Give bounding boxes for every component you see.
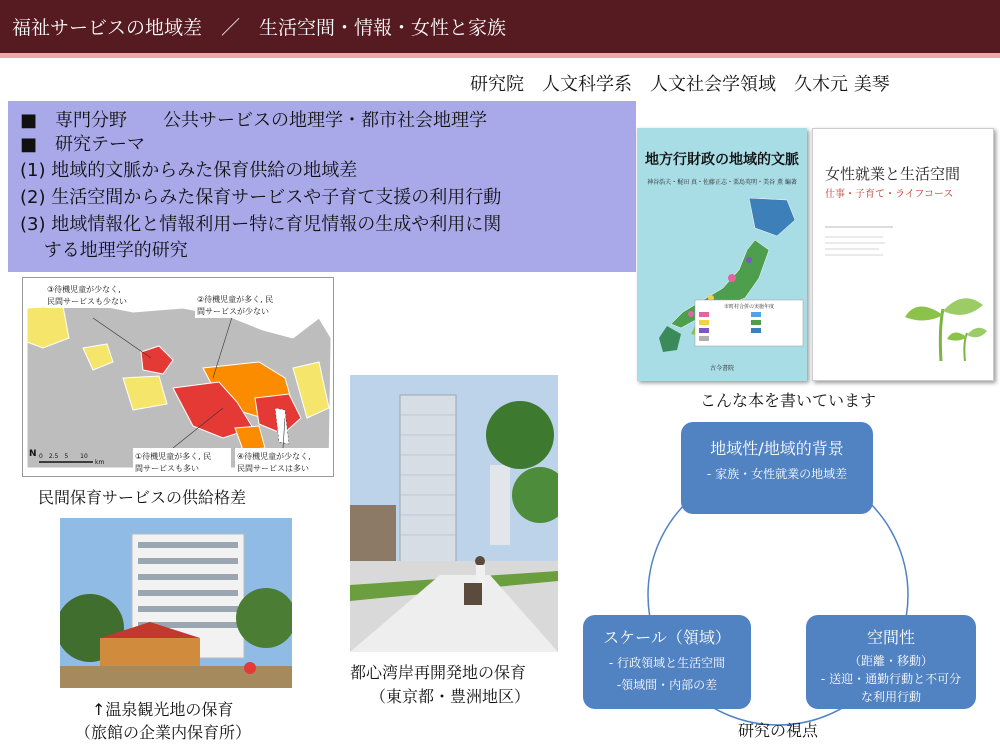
book1-authors: 神谷浩夫・梶田 真・佐藤正志・栗島英明・美谷 薫 編著 <box>647 179 797 186</box>
toyosu-tower-photo <box>350 375 558 652</box>
map-label-4a: ④待機児童が少なく, <box>237 452 311 461</box>
hotel-daycare-photo <box>60 518 292 688</box>
book-cover-women-work <box>812 128 994 381</box>
hotel-photo-art <box>60 518 292 688</box>
node-spatiality-title: 空間性 <box>866 628 915 647</box>
north-arrow-icon: N <box>29 449 37 459</box>
node-spatiality <box>806 615 976 709</box>
map-caption: 民間保育サービスの供給格差 <box>38 488 247 507</box>
diagram-caption: 研究の視点 <box>738 721 819 740</box>
map-scale-ticks: 0 2.5 5 10 <box>39 453 88 460</box>
theme-item-3: (3) 地域情報化と情報利用ー特に育児情報の生成や利用に関 <box>20 214 502 235</box>
hotel-caption-line2: （旅館の企業内保育所） <box>75 723 252 742</box>
theme-heading: ■ 研究テーマ <box>20 134 146 155</box>
page-title: 福祉サービスの地域差 ／ 生活空間・情報・女性と家族 <box>12 17 507 39</box>
tower-caption-line1: 都心湾岸再開発地の保育 <box>350 663 527 682</box>
hotel-caption-line1: ↑温泉観光地の保育 <box>92 700 234 719</box>
map-label-1a: ①待機児童が多く, 民 <box>135 452 212 461</box>
header-bar <box>0 0 1000 58</box>
field-line: ■ 専門分野 公共サービスの地理学・都市社会地理学 <box>20 110 488 131</box>
sprout-illustration <box>905 298 987 361</box>
book1-art <box>637 128 807 381</box>
author-line: 研究院 人文科学系 人文社会学領域 久木元 美琴 <box>470 74 890 95</box>
node-scale <box>583 615 751 709</box>
node-regionality <box>681 422 873 514</box>
map-label-3b: 民間サービスも少ない <box>47 297 127 306</box>
map-label-2a: ②待機児童が多く, 民 <box>197 295 274 304</box>
map-label-2b: 間サービスが少ない <box>197 307 269 316</box>
book1-legend-title: 市町村合併の実施年度 <box>723 304 775 310</box>
node-spatiality-sub3: な利用行動 <box>860 690 921 704</box>
node-regionality-title: 地域性/地域的背景 <box>710 439 844 458</box>
theme-item-3-cont: する地理学的研究 <box>20 240 188 261</box>
map-scale-unit: km <box>95 459 105 466</box>
map-label-4b: 民間サービスは多い <box>237 464 309 473</box>
node-spatiality-sub2: - 送迎・通勤行動と不可分 <box>820 672 962 686</box>
book1-title: 地方行財政の地域的文脈 <box>645 152 799 168</box>
childcare-supply-map <box>22 277 334 477</box>
theme-item-1: (1) 地域的文脈からみた保育供給の地域差 <box>20 160 358 181</box>
node-scale-title: スケール（領域） <box>603 628 731 647</box>
map-label-3a: ③待機児童が少なく, <box>47 285 121 294</box>
book1-publisher: 古今書院 <box>709 365 735 372</box>
book2-art <box>813 129 993 380</box>
map-label-1b: 間サービスも多い <box>135 464 199 473</box>
tower-photo-art <box>350 375 558 652</box>
theme-item-2: (2) 生活空間からみた保育サービスや子育て支援の利用行動 <box>20 187 502 208</box>
book-cover-local-finance <box>637 128 807 381</box>
book2-title: 女性就業と生活空間 <box>825 165 961 183</box>
tokyo-ward-map <box>23 278 333 476</box>
book2-subtitle: 仕事・子育て・ライフコース <box>825 189 954 200</box>
node-spatiality-sub1: （距離・移動） <box>848 654 933 668</box>
node-scale-sub2: -領域間・内部の差 <box>616 678 718 692</box>
tower-caption-line2: （東京都・豊洲地区） <box>370 687 531 706</box>
node-regionality-sub: - 家族・女性就業の地域差 <box>706 467 848 481</box>
research-topic-box <box>8 101 636 272</box>
books-caption: こんな本を書いています <box>700 391 877 410</box>
node-scale-sub1: - 行政領域と生活空間 <box>608 656 726 670</box>
